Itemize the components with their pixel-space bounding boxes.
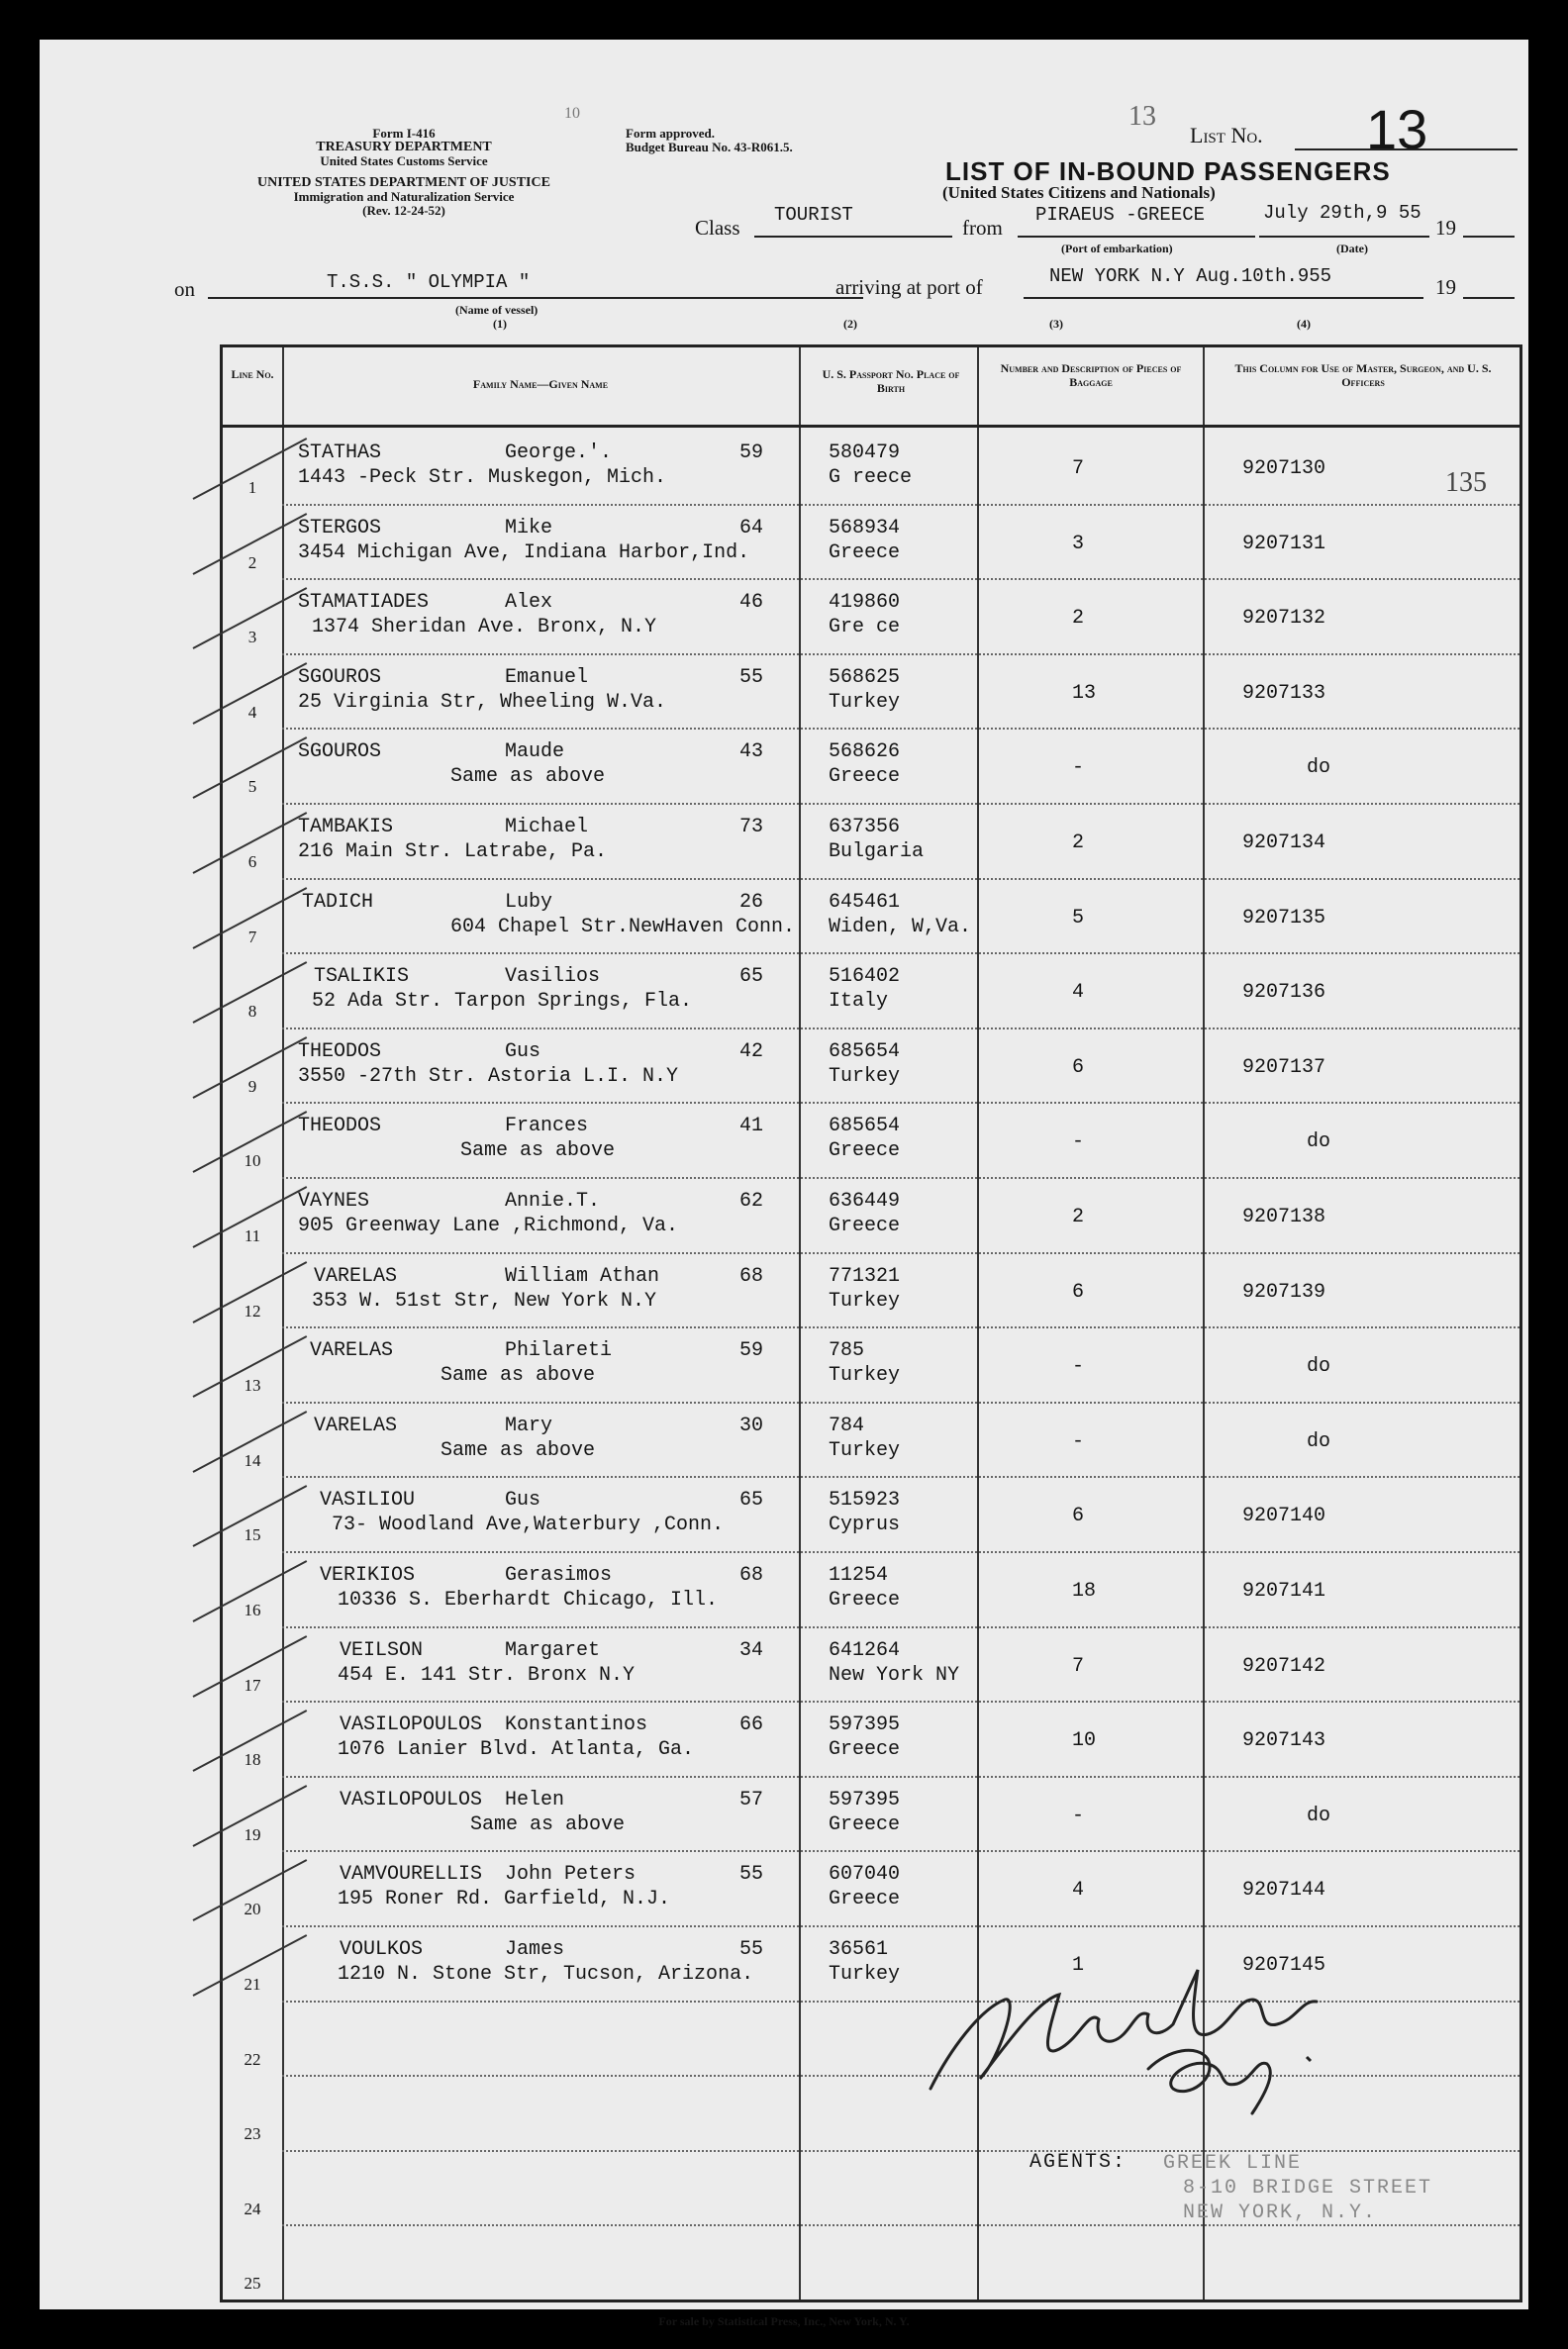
- row-separator: [282, 952, 1519, 954]
- printer-footer: For sale by Statistical Press, Inc., New York, N. Y.: [658, 2314, 910, 2328]
- caption-4: (4): [1297, 317, 1311, 331]
- line-number: 20: [244, 1900, 261, 1919]
- family-name: VERIKIOS: [320, 1564, 416, 1587]
- place-of-birth: Widen, W,Va.: [829, 915, 972, 938]
- justice-dept: UNITED STATES DEPARTMENT OF JUSTICE: [257, 175, 550, 190]
- form-number: Form I-416: [372, 126, 436, 141]
- given-name: Gus: [505, 1489, 541, 1513]
- class-underline: [754, 236, 952, 238]
- age: 34: [739, 1638, 764, 1662]
- agent-city: NEW YORK, N.Y.: [1183, 2202, 1378, 2224]
- row-separator: [282, 1252, 1519, 1254]
- family-name: SGOUROS: [298, 665, 382, 689]
- place-of-birth: Greece: [829, 765, 901, 789]
- passport-number: 641264: [829, 1638, 901, 1662]
- officer-entry: 9207145: [1242, 1954, 1326, 1977]
- officer-entry: 9207135: [1242, 906, 1326, 930]
- given-name: Margaret: [505, 1638, 601, 1662]
- column-header-passport: U. S. Passport No. Place of Birth: [822, 367, 960, 395]
- age: 68: [739, 1564, 764, 1587]
- passport-number: 11254: [829, 1564, 889, 1587]
- given-name: George.'.: [505, 441, 613, 464]
- baggage-count: -: [1072, 1355, 1085, 1379]
- age: 43: [739, 740, 764, 764]
- given-name: Annie.T.: [505, 1190, 601, 1213]
- page-title: LIST OF IN-BOUND PASSENGERS: [945, 156, 1391, 186]
- column-divider: [799, 347, 801, 2300]
- baggage-count: 4: [1072, 1879, 1085, 1903]
- family-name: STERGOS: [298, 516, 382, 539]
- given-name: James: [505, 1938, 565, 1961]
- caption-3: (3): [1049, 317, 1063, 331]
- given-name: John Peters: [505, 1863, 637, 1887]
- baggage-count: -: [1072, 1804, 1085, 1827]
- passport-number: 685654: [829, 1039, 901, 1063]
- officer-entry: 9207140: [1242, 1505, 1326, 1528]
- line-number: 9: [247, 1076, 257, 1096]
- signature-image: [911, 1940, 1386, 2138]
- on-label: on: [174, 277, 195, 301]
- address: 1076 Lanier Blvd. Atlanta, Ga.: [338, 1738, 695, 1762]
- officer-entry: do: [1307, 1429, 1331, 1453]
- place-of-birth: G reece: [829, 466, 913, 489]
- row-separator: [282, 1028, 1519, 1029]
- age: 26: [739, 890, 764, 914]
- passport-number: 419860: [829, 591, 901, 615]
- row-separator: [282, 1850, 1519, 1852]
- family-name: SGOUROS: [298, 740, 382, 764]
- passport-number: 607040: [829, 1863, 901, 1887]
- passport-number: 636449: [829, 1190, 901, 1213]
- address: 1374 Sheridan Ave. Bronx, N.Y: [312, 616, 657, 639]
- address: 454 E. 141 Str. Bronx N.Y: [338, 1663, 636, 1687]
- year-underline: [1463, 297, 1515, 299]
- officer-entry: 9207139: [1242, 1280, 1326, 1304]
- given-name: Mike: [505, 516, 553, 539]
- address: 905 Greenway Lane ,Richmond, Va.: [298, 1215, 679, 1237]
- form-header-treasury: [216, 127, 592, 168]
- embark-port-value: PIRAEUS -GREECE: [1035, 204, 1206, 226]
- pencil-annotation: 13: [1128, 101, 1156, 132]
- family-name: VEILSON: [340, 1638, 424, 1662]
- embark-underline: [1018, 236, 1255, 238]
- passport-number: 784: [829, 1414, 865, 1437]
- column-header-name: Family Name—Given Name: [472, 377, 609, 391]
- column-header-line-no: Line No.: [231, 367, 274, 381]
- treasury-dept: TREASURY DEPARTMENT: [316, 140, 492, 154]
- date-caption: (Date): [1336, 242, 1368, 255]
- address: Same as above: [470, 1812, 626, 1836]
- officer-entry: 9207143: [1242, 1729, 1326, 1753]
- place-of-birth: Greece: [829, 1812, 901, 1836]
- agent-stamp: [1163, 2151, 1432, 2225]
- row-separator: [282, 1701, 1519, 1703]
- baggage-count: 7: [1072, 1654, 1085, 1678]
- baggage-count: 13: [1072, 681, 1097, 705]
- baggage-count: -: [1072, 756, 1085, 780]
- address: 195 Roner Rd. Garfield, N.J.: [338, 1888, 671, 1911]
- year-underline: [1463, 236, 1515, 238]
- row-separator: [282, 1776, 1519, 1778]
- officer-entry: 9207136: [1242, 981, 1326, 1005]
- passport-number: 637356: [829, 816, 901, 838]
- address: 604 Chapel Str.NewHaven Conn.: [450, 915, 796, 938]
- family-name: STATHAS: [298, 441, 382, 464]
- vessel-name: T.S.S. " OLYMPIA ": [327, 271, 531, 293]
- given-name: Luby: [505, 890, 553, 914]
- line-number: 2: [247, 552, 257, 572]
- age: 65: [739, 965, 764, 989]
- family-name: TSALIKIS: [314, 965, 410, 989]
- class-value: TOURIST: [774, 204, 853, 226]
- given-name: Gus: [505, 1039, 541, 1063]
- officer-entry: 9207142: [1242, 1654, 1326, 1678]
- address: Same as above: [441, 1364, 596, 1388]
- address: 216 Main Str. Latrabe, Pa.: [298, 840, 608, 863]
- form-header-justice: [216, 176, 592, 218]
- row-separator: [282, 1102, 1519, 1104]
- given-name: Gerasimos: [505, 1564, 613, 1587]
- from-label: from: [962, 216, 1003, 240]
- row-separator: [282, 1925, 1519, 1927]
- row-separator: [282, 578, 1519, 580]
- line-number: 17: [244, 1675, 261, 1695]
- baggage-count: -: [1072, 1130, 1085, 1154]
- officer-entry: do: [1307, 1355, 1331, 1379]
- baggage-count: 2: [1072, 1206, 1085, 1228]
- age: 57: [739, 1788, 764, 1811]
- passport-number: 597395: [829, 1788, 901, 1811]
- officer-entry: do: [1307, 1804, 1331, 1827]
- family-name: THEODOS: [298, 1039, 382, 1063]
- vessel-caption: (Name of vessel): [455, 303, 539, 317]
- address: 52 Ada Str. Tarpon Springs, Fla.: [312, 990, 693, 1014]
- line-number: 7: [247, 927, 257, 946]
- agents-label: AGENTS:: [1029, 2151, 1127, 2174]
- list-number: 13: [1366, 98, 1428, 160]
- line-number: 23: [244, 2124, 261, 2144]
- address: Same as above: [450, 765, 606, 789]
- baggage-count: 3: [1072, 532, 1085, 555]
- line-number: 21: [244, 1975, 261, 1994]
- column-header-baggage: Number and Description of Pieces of Baggage: [1000, 361, 1182, 389]
- officer-entry: 9207132: [1242, 607, 1326, 631]
- address: Same as above: [441, 1438, 596, 1462]
- place-of-birth: Turkey: [829, 690, 901, 714]
- family-name: TAMBAKIS: [298, 816, 394, 838]
- officer-entry: 9207137: [1242, 1055, 1326, 1079]
- baggage-count: 10: [1072, 1729, 1097, 1753]
- given-name: Vasilios: [505, 965, 601, 989]
- place-of-birth: Gre ce: [829, 616, 901, 639]
- line-number: 14: [244, 1450, 261, 1470]
- place-of-birth: Greece: [829, 1738, 901, 1762]
- baggage-count: 18: [1072, 1580, 1097, 1603]
- form-revision: (Rev. 12-24-52): [362, 203, 445, 218]
- class-label: Class: [695, 216, 740, 240]
- place-of-birth: Bulgaria: [829, 840, 925, 863]
- embark-caption: (Port of embarkation): [1061, 242, 1173, 255]
- arriving-label: arriving at port of: [835, 275, 983, 299]
- caption-1: (1): [493, 317, 507, 331]
- age: 55: [739, 1863, 764, 1887]
- passport-number: 568934: [829, 516, 901, 539]
- baggage-count: 6: [1072, 1055, 1085, 1079]
- line-number: 15: [244, 1525, 261, 1545]
- row-separator: [282, 1476, 1519, 1478]
- place-of-birth: Italy: [829, 990, 889, 1014]
- line-number: 24: [244, 2199, 261, 2218]
- header-rule: [223, 425, 1519, 428]
- place-of-birth: Turkey: [829, 1289, 901, 1313]
- passport-number: 645461: [829, 890, 901, 914]
- place-of-birth: Greece: [829, 1139, 901, 1163]
- immigration-service: Immigration and Naturalization Service: [293, 189, 515, 204]
- column-header-officers: This Column for Use of Master, Surgeon, and U. S. Officers: [1234, 361, 1492, 389]
- baggage-count: 1: [1072, 1954, 1085, 1977]
- row-separator: [282, 653, 1519, 655]
- passport-number: 36561: [829, 1938, 889, 1961]
- passport-number: 516402: [829, 965, 901, 989]
- age: 62: [739, 1190, 764, 1213]
- margin-annotation: 135: [1445, 467, 1487, 498]
- age: 73: [739, 816, 764, 838]
- address: Same as above: [460, 1139, 616, 1163]
- caption-2: (2): [843, 317, 857, 331]
- given-name: Konstantinos: [505, 1713, 648, 1737]
- place-of-birth: Turkey: [829, 1064, 901, 1088]
- age: 68: [739, 1264, 764, 1288]
- row-separator: [282, 1177, 1519, 1179]
- given-name: Helen: [505, 1788, 565, 1811]
- arrival-port-value: NEW YORK N.Y Aug.10th.955: [1049, 265, 1332, 287]
- year-prefix: 19: [1435, 275, 1456, 299]
- age: 46: [739, 591, 764, 615]
- passport-number: 580479: [829, 441, 901, 464]
- agent-name: GREEK LINE: [1163, 2152, 1303, 2175]
- passport-number: 685654: [829, 1115, 901, 1138]
- row-separator: [282, 1551, 1519, 1553]
- baggage-count: -: [1072, 1429, 1085, 1453]
- family-name: THEODOS: [298, 1115, 382, 1138]
- row-separator: [282, 1402, 1519, 1404]
- given-name: Michael: [505, 816, 589, 838]
- place-of-birth: Greece: [829, 1215, 901, 1237]
- row-separator: [282, 1626, 1519, 1628]
- agent-address: 8-10 BRIDGE STREET: [1183, 2177, 1433, 2200]
- passport-number: 515923: [829, 1489, 901, 1513]
- place-of-birth: Greece: [829, 1589, 901, 1612]
- passport-number: 568625: [829, 665, 901, 689]
- line-number: 13: [244, 1376, 261, 1396]
- line-number: 25: [244, 2274, 261, 2294]
- line-number: 12: [244, 1301, 261, 1321]
- passport-number: 771321: [829, 1264, 901, 1288]
- officer-entry: 9207133: [1242, 681, 1326, 705]
- given-name: Emanuel: [505, 665, 589, 689]
- given-name: Philareti: [505, 1339, 613, 1363]
- list-number-label: List No.: [1190, 123, 1263, 147]
- officer-entry: do: [1307, 1130, 1331, 1154]
- address: 1443 -Peck Str. Muskegon, Mich.: [298, 466, 667, 489]
- vessel-underline: [208, 297, 863, 299]
- line-number: 22: [244, 2049, 261, 2069]
- place-of-birth: Turkey: [829, 1963, 901, 1986]
- given-name: Mary: [505, 1414, 553, 1437]
- line-number: 5: [247, 777, 257, 797]
- baggage-count: 2: [1072, 832, 1085, 854]
- age: 42: [739, 1039, 764, 1063]
- row-separator: [282, 878, 1519, 880]
- address: 25 Virginia Str, Wheeling W.Va.: [298, 690, 667, 714]
- age: 30: [739, 1414, 764, 1437]
- line-number: 18: [244, 1750, 261, 1770]
- age: 66: [739, 1713, 764, 1737]
- place-of-birth: Cyprus: [829, 1514, 901, 1537]
- address: 353 W. 51st Str, New York N.Y: [312, 1289, 657, 1313]
- arrival-underline: [1024, 297, 1423, 299]
- officer-entry: 9207130: [1242, 457, 1326, 480]
- address: 73- Woodland Ave,Waterbury ,Conn.: [332, 1514, 725, 1537]
- form-approval: [626, 127, 853, 154]
- place-of-birth: Turkey: [829, 1364, 901, 1388]
- family-name: TADICH: [302, 890, 374, 914]
- officer-entry: do: [1307, 756, 1331, 780]
- year-prefix: 19: [1435, 216, 1456, 240]
- pencil-annotation: 10: [564, 105, 580, 122]
- age: 55: [739, 1938, 764, 1961]
- family-name: VASILOPOULOS: [340, 1713, 483, 1737]
- line-number: 1: [247, 478, 257, 497]
- age: 64: [739, 516, 764, 539]
- column-divider: [282, 347, 284, 2300]
- page-subtitle: (United States Citizens and Nationals): [942, 183, 1216, 202]
- given-name: Alex: [505, 591, 553, 615]
- line-number: 8: [247, 1002, 257, 1022]
- place-of-birth: Greece: [829, 1888, 901, 1911]
- address: 1210 N. Stone Str, Tucson, Arizona.: [338, 1963, 754, 1986]
- row-separator: [282, 504, 1519, 506]
- baggage-count: 2: [1072, 607, 1085, 631]
- address: 10336 S. Eberhardt Chicago, Ill.: [338, 1589, 719, 1612]
- date-value: July 29th,9 55: [1263, 202, 1421, 224]
- place-of-birth: Turkey: [829, 1438, 901, 1462]
- customs-service: United States Customs Service: [320, 153, 488, 168]
- age: 59: [739, 441, 764, 464]
- age: 55: [739, 665, 764, 689]
- family-name: VOULKOS: [340, 1938, 424, 1961]
- address: 3454 Michigan Ave, Indiana Harbor,Ind.: [298, 540, 750, 564]
- given-name: Frances: [505, 1115, 589, 1138]
- baggage-count: 4: [1072, 981, 1085, 1005]
- officer-entry: 9207144: [1242, 1879, 1326, 1903]
- age: 41: [739, 1115, 764, 1138]
- passport-number: 568626: [829, 740, 901, 764]
- baggage-count: 6: [1072, 1505, 1085, 1528]
- family-name: VAMVOURELLIS: [340, 1863, 483, 1887]
- line-number: 19: [244, 1824, 261, 1844]
- row-separator: [282, 1326, 1519, 1328]
- place-of-birth: New York NY: [829, 1663, 960, 1687]
- family-name: VASILOPOULOS: [340, 1788, 483, 1811]
- age: 65: [739, 1489, 764, 1513]
- date-underline: [1259, 236, 1429, 238]
- family-name: VARELAS: [314, 1264, 398, 1288]
- form-approved-text: Form approved.: [626, 126, 716, 141]
- baggage-count: 7: [1072, 457, 1085, 480]
- passport-number: 785: [829, 1339, 865, 1363]
- place-of-birth: Greece: [829, 540, 901, 564]
- line-number: 16: [244, 1601, 261, 1619]
- family-name: VASILIOU: [320, 1489, 416, 1513]
- given-name: Maude: [505, 740, 565, 764]
- passenger-manifest-page: [40, 40, 1528, 2328]
- row-separator: [282, 728, 1519, 730]
- line-number: 4: [247, 702, 257, 722]
- line-number: 3: [247, 628, 257, 647]
- officer-entry: 9207134: [1242, 832, 1326, 854]
- address: 3550 -27th Str. Astoria L.I. N.Y: [298, 1064, 679, 1088]
- family-name: VARELAS: [310, 1339, 394, 1363]
- passport-number: 597395: [829, 1713, 901, 1737]
- age: 59: [739, 1339, 764, 1363]
- officer-entry: 9207141: [1242, 1580, 1326, 1603]
- family-name: VARELAS: [314, 1414, 398, 1437]
- line-number: 6: [247, 852, 257, 871]
- officer-entry: 9207131: [1242, 532, 1326, 555]
- budget-bureau-text: Budget Bureau No. 43-R061.5.: [626, 140, 793, 154]
- given-name: William Athan: [505, 1264, 660, 1288]
- baggage-count: 5: [1072, 906, 1085, 930]
- line-number: 11: [244, 1226, 261, 1245]
- baggage-count: 6: [1072, 1280, 1085, 1304]
- line-number: 10: [244, 1151, 261, 1171]
- row-separator: [282, 803, 1519, 805]
- officer-entry: 9207138: [1242, 1206, 1326, 1228]
- family-name: STAMATIADES: [298, 591, 430, 615]
- family-name: VAYNES: [298, 1190, 370, 1213]
